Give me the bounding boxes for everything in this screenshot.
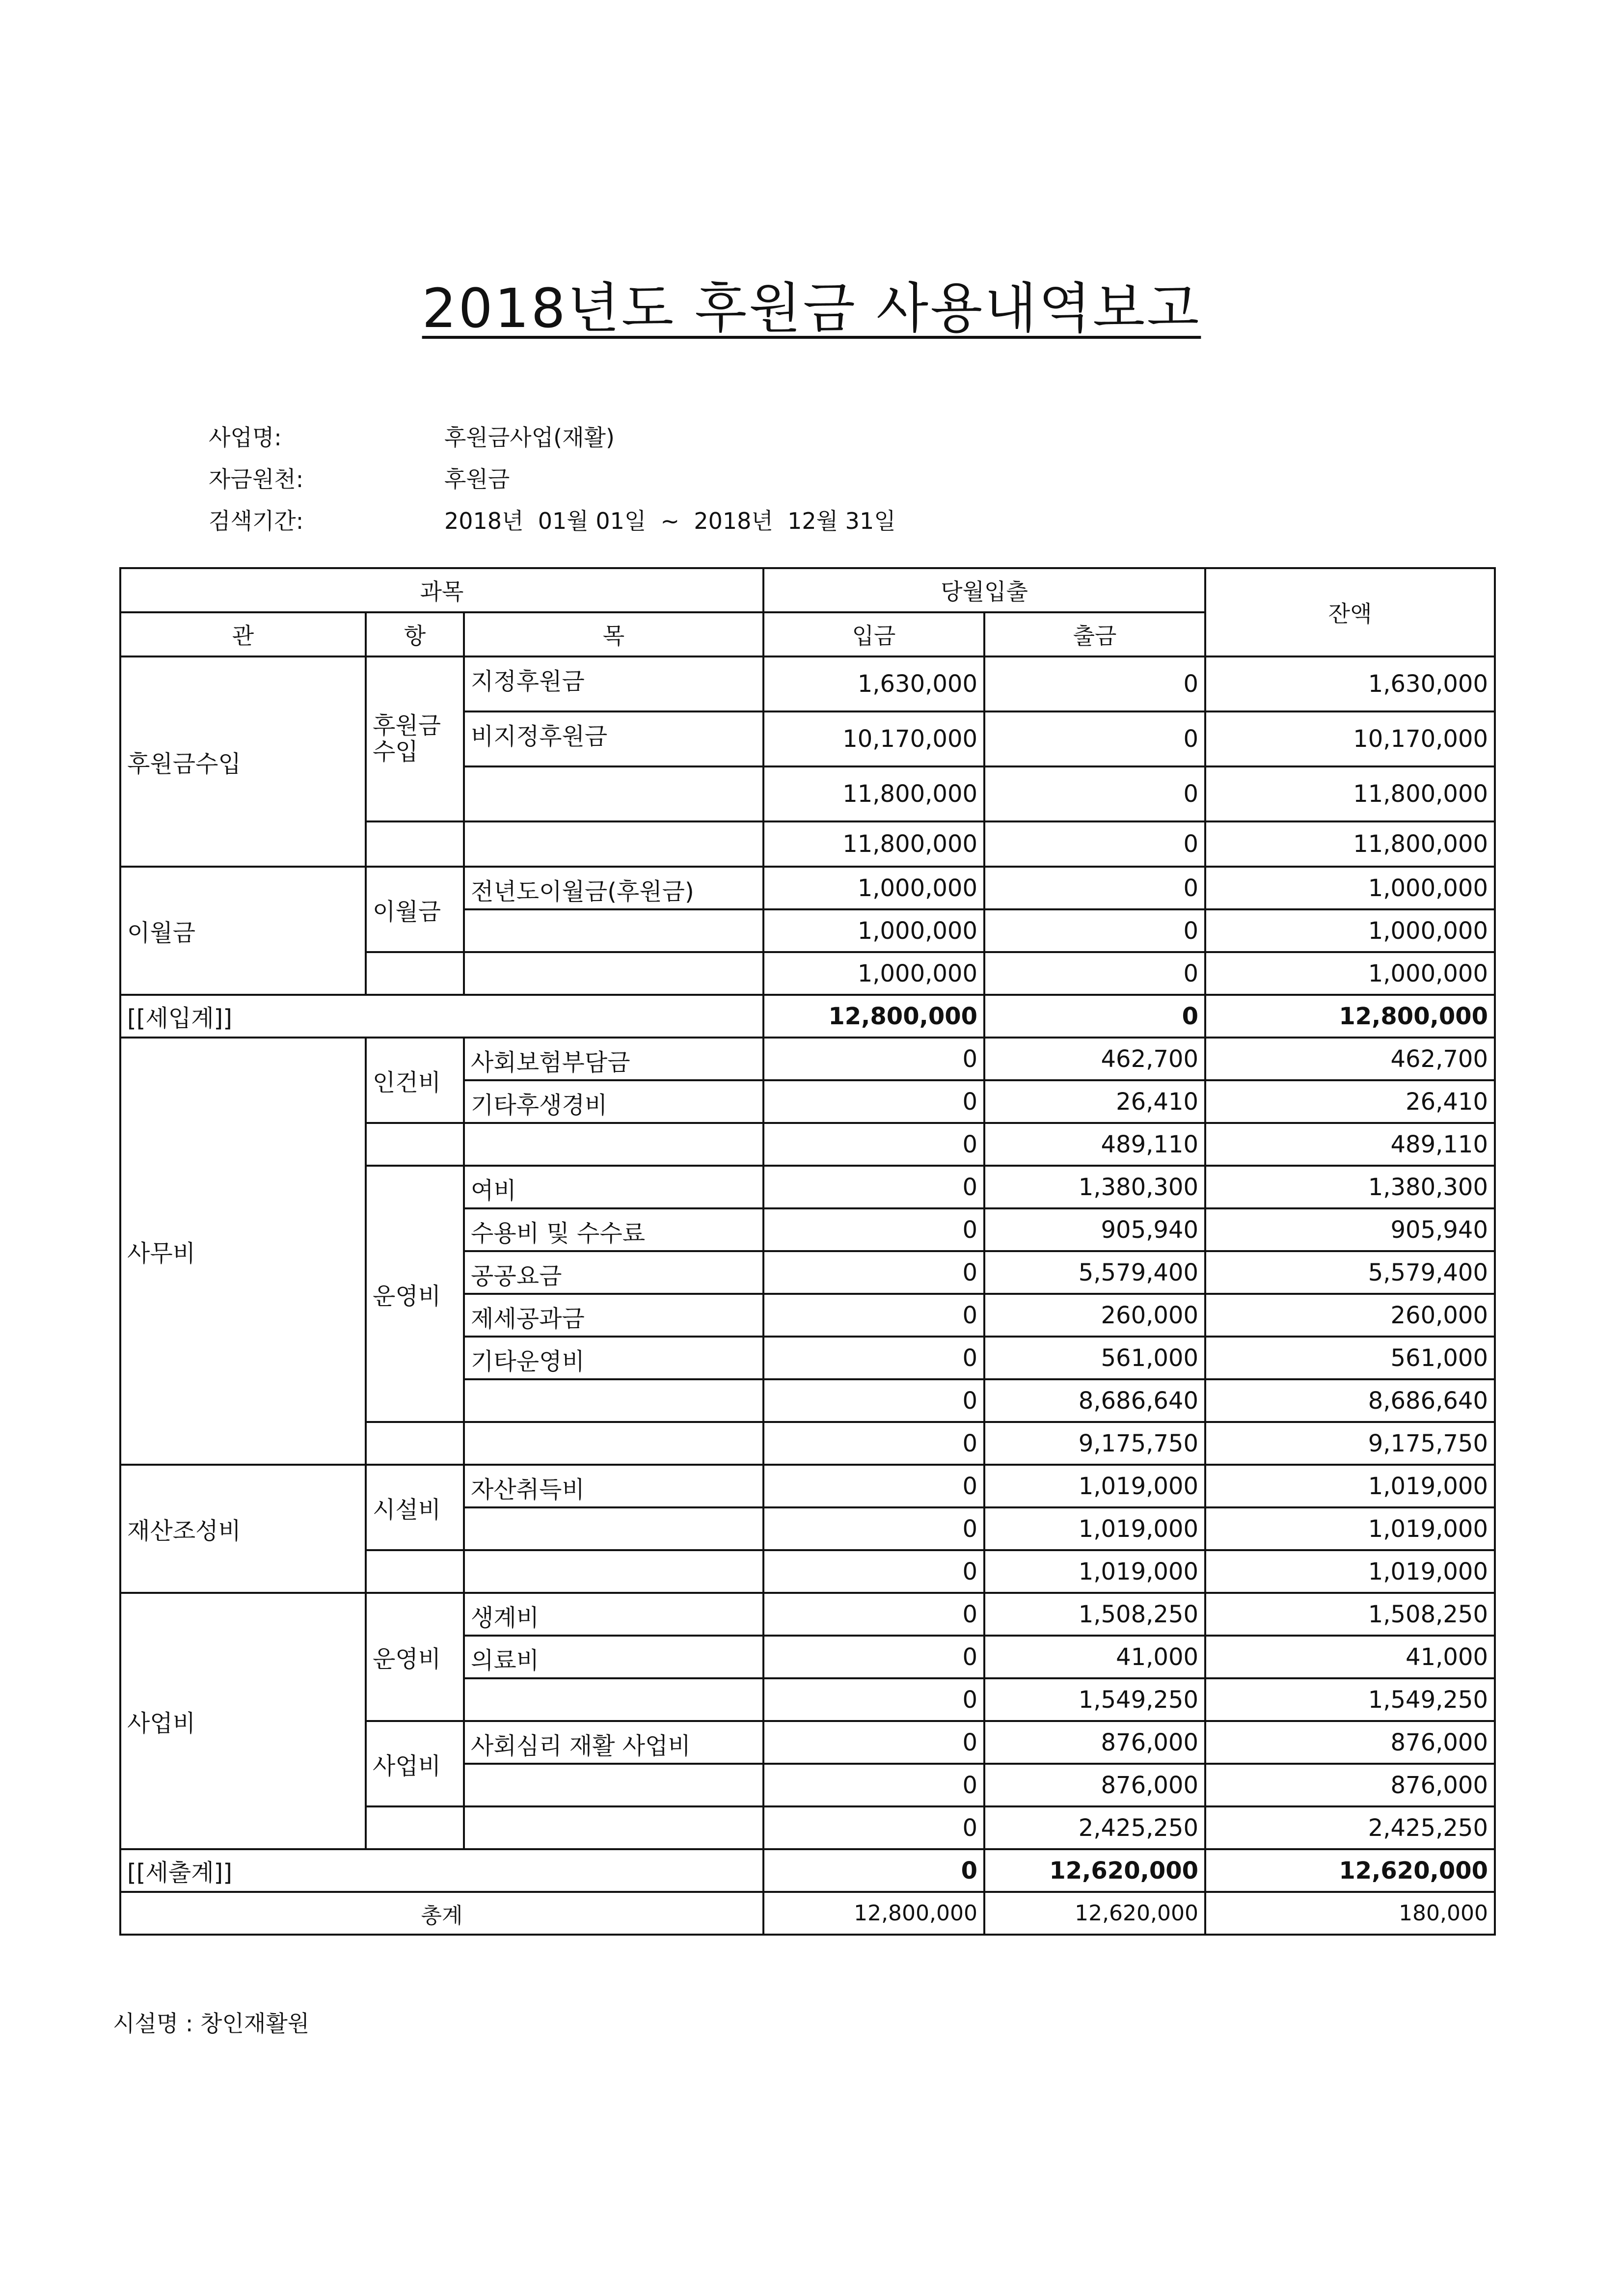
report-table-body <box>120 568 1495 1935</box>
income-total-expense: 0 <box>984 995 1205 1038</box>
donation-balance: 10,170,000 <box>1205 711 1495 766</box>
carry-income: 1,000,000 <box>763 867 984 909</box>
header-expense: 출금 <box>984 612 1205 656</box>
donation-subtotal-income: 11,800,000 <box>763 766 984 821</box>
mok-cell: 의료비 <box>464 1636 763 1678</box>
office-subtotal-balance: 9,175,750 <box>1205 1422 1495 1465</box>
header-row-1 <box>120 568 1495 612</box>
operating-income: 0 <box>763 1208 984 1251</box>
personnel-subtotal-expense: 489,110 <box>984 1123 1205 1166</box>
grand-total-balance: 180,000 <box>1205 1892 1495 1935</box>
mok-cell: 자산취득비 <box>464 1465 763 1507</box>
donation-total-income: 11,800,000 <box>763 821 984 867</box>
biz-income: 0 <box>763 1721 984 1764</box>
income-total-label: [[세입계]] <box>120 995 763 1038</box>
mok-cell: 공공요금 <box>464 1251 763 1294</box>
info-value: 2018년 01월 01일 ~ 2018년 12월 31일 <box>444 508 896 534</box>
property-balance: 1,019,000 <box>1205 1465 1495 1507</box>
operating-expense: 8,686,640 <box>984 1379 1205 1422</box>
report-title-wrap <box>0 265 1623 343</box>
property-expense: 1,019,000 <box>984 1465 1205 1507</box>
hang-empty <box>366 1550 464 1593</box>
operating-balance: 5,579,400 <box>1205 1251 1495 1294</box>
property-expense: 1,019,000 <box>984 1507 1205 1550</box>
donation-expense: 0 <box>984 711 1205 766</box>
biz-op-expense: 1,508,250 <box>984 1593 1205 1636</box>
carry-expense: 0 <box>984 867 1205 909</box>
carry-total-expense: 0 <box>984 952 1205 995</box>
mok-cell <box>464 1123 763 1166</box>
donation-income: 1,630,000 <box>763 656 984 711</box>
header-mok: 목 <box>464 612 763 656</box>
gwan-carry: 이월금 <box>120 867 366 995</box>
header-income: 입금 <box>763 612 984 656</box>
biz-subtotal-income: 0 <box>763 1764 984 1806</box>
biz-expense: 876,000 <box>984 1721 1205 1764</box>
info-key: 검색기간: <box>209 508 304 534</box>
hang-empty <box>366 1123 464 1166</box>
property-income: 0 <box>763 1465 984 1507</box>
operating-balance: 905,940 <box>1205 1208 1495 1251</box>
hang-donation: 후원금 수입 <box>366 656 464 821</box>
carry-total-balance: 1,000,000 <box>1205 952 1495 995</box>
header-balance: 잔액 <box>1205 568 1495 656</box>
carry-row <box>120 867 1495 909</box>
operating-expense: 1,380,300 <box>984 1166 1205 1208</box>
personnel-balance: 26,410 <box>1205 1080 1495 1123</box>
mok-cell: 수용비 및 수수료 <box>464 1208 763 1251</box>
biz-op-subtotal-expense: 1,549,250 <box>984 1678 1205 1721</box>
report-table <box>119 567 1496 1936</box>
operating-balance: 1,380,300 <box>1205 1166 1495 1208</box>
business-subtotal-income: 0 <box>763 1806 984 1849</box>
operating-balance: 561,000 <box>1205 1337 1495 1379</box>
mok-cell: 사회보험부담금 <box>464 1038 763 1080</box>
mok-cell <box>464 821 763 867</box>
income-total-income: 12,800,000 <box>763 995 984 1038</box>
hang-carry: 이월금 <box>366 867 464 952</box>
operating-income: 0 <box>763 1166 984 1208</box>
mok-cell: 지정후원금 <box>464 656 763 711</box>
operating-balance: 260,000 <box>1205 1294 1495 1337</box>
office-row <box>120 1038 1495 1080</box>
biz-op-subtotal-income: 0 <box>763 1678 984 1721</box>
mok-cell: 비지정후원금 <box>464 711 763 766</box>
business-row <box>120 1593 1495 1636</box>
office-subtotal-income: 0 <box>763 1422 984 1465</box>
biz-op-income: 0 <box>763 1593 984 1636</box>
hang-biz: 사업비 <box>366 1721 464 1806</box>
personnel-expense: 26,410 <box>984 1080 1205 1123</box>
mok-cell <box>464 952 763 995</box>
mok-cell <box>464 1379 763 1422</box>
property-subtotal-expense: 1,019,000 <box>984 1550 1205 1593</box>
operating-expense: 561,000 <box>984 1337 1205 1379</box>
expense-total-label: [[세출계]] <box>120 1849 763 1892</box>
operating-income: 0 <box>763 1294 984 1337</box>
carry-total-income: 1,000,000 <box>763 952 984 995</box>
donation-income: 10,170,000 <box>763 711 984 766</box>
property-subtotal-income: 0 <box>763 1550 984 1593</box>
personnel-balance: 462,700 <box>1205 1038 1495 1080</box>
hang-operating: 운영비 <box>366 1166 464 1422</box>
mok-cell <box>464 766 763 821</box>
mok-cell <box>464 909 763 952</box>
info-key: 자금원천: <box>209 466 304 492</box>
header-hang: 항 <box>366 612 464 656</box>
mok-cell: 사회심리 재활 사업비 <box>464 1721 763 1764</box>
hang-empty <box>366 1422 464 1465</box>
hang-biz-operating: 운영비 <box>366 1593 464 1721</box>
mok-empty <box>464 1806 763 1849</box>
gwan-business: 사업비 <box>120 1593 366 1849</box>
income-total-row <box>120 995 1495 1038</box>
hang-empty <box>366 952 464 995</box>
info-row-business <box>209 420 896 462</box>
donation-row <box>120 656 1495 711</box>
property-income: 0 <box>763 1507 984 1550</box>
expense-total-row <box>120 1849 1495 1892</box>
mok-cell <box>464 1764 763 1806</box>
hang-empty <box>366 1806 464 1849</box>
info-row-source <box>209 462 896 503</box>
property-row <box>120 1465 1495 1507</box>
gwan-donation: 후원금수입 <box>120 656 366 867</box>
mok-cell: 기타운영비 <box>464 1337 763 1379</box>
biz-op-balance: 1,508,250 <box>1205 1593 1495 1636</box>
hang-personnel: 인건비 <box>366 1038 464 1123</box>
carry-subtotal-expense: 0 <box>984 909 1205 952</box>
carry-balance: 1,000,000 <box>1205 867 1495 909</box>
carry-subtotal-balance: 1,000,000 <box>1205 909 1495 952</box>
donation-balance: 1,630,000 <box>1205 656 1495 711</box>
donation-subtotal-expense: 0 <box>984 766 1205 821</box>
grand-total-income: 12,800,000 <box>763 1892 984 1935</box>
biz-balance: 876,000 <box>1205 1721 1495 1764</box>
personnel-expense: 462,700 <box>984 1038 1205 1080</box>
mok-cell <box>464 1507 763 1550</box>
facility-name: 시설명 : 창인재활원 <box>113 2010 310 2037</box>
hang-empty <box>366 821 464 867</box>
biz-op-income: 0 <box>763 1636 984 1678</box>
report-title: 2018년도 후원금 사용내역보고 <box>422 277 1201 340</box>
donation-total-balance: 11,800,000 <box>1205 821 1495 867</box>
expense-total-expense: 12,620,000 <box>984 1849 1205 1892</box>
operating-expense: 905,940 <box>984 1208 1205 1251</box>
income-total-balance: 12,800,000 <box>1205 995 1495 1038</box>
biz-subtotal-balance: 876,000 <box>1205 1764 1495 1806</box>
operating-expense: 260,000 <box>984 1294 1205 1337</box>
property-balance: 1,019,000 <box>1205 1507 1495 1550</box>
biz-op-balance: 41,000 <box>1205 1636 1495 1678</box>
operating-income: 0 <box>763 1251 984 1294</box>
info-row-period <box>209 503 896 545</box>
biz-op-expense: 41,000 <box>984 1636 1205 1678</box>
grand-total-label: 총계 <box>120 1892 763 1935</box>
header-monthly: 당월입출 <box>763 568 1205 612</box>
mok-cell <box>464 1678 763 1721</box>
personnel-subtotal-balance: 489,110 <box>1205 1123 1495 1166</box>
mok-empty <box>464 1422 763 1465</box>
gwan-office: 사무비 <box>120 1038 366 1465</box>
operating-income: 0 <box>763 1337 984 1379</box>
grand-total-expense: 12,620,000 <box>984 1892 1205 1935</box>
expense-total-balance: 12,620,000 <box>1205 1849 1495 1892</box>
personnel-income: 0 <box>763 1080 984 1123</box>
personnel-income: 0 <box>763 1038 984 1080</box>
property-subtotal-balance: 1,019,000 <box>1205 1550 1495 1593</box>
personnel-subtotal-income: 0 <box>763 1123 984 1166</box>
expense-total-income: 0 <box>763 1849 984 1892</box>
report-info <box>209 420 896 545</box>
operating-balance: 8,686,640 <box>1205 1379 1495 1422</box>
biz-subtotal-expense: 876,000 <box>984 1764 1205 1806</box>
grand-total-row <box>120 1892 1495 1935</box>
header-subject: 과목 <box>120 568 763 612</box>
mok-cell: 제세공과금 <box>464 1294 763 1337</box>
donation-subtotal-balance: 11,800,000 <box>1205 766 1495 821</box>
info-key: 사업명: <box>209 424 282 451</box>
business-subtotal-expense: 2,425,250 <box>984 1806 1205 1849</box>
mok-empty <box>464 1550 763 1593</box>
mok-cell: 기타후생경비 <box>464 1080 763 1123</box>
operating-income: 0 <box>763 1379 984 1422</box>
operating-expense: 5,579,400 <box>984 1251 1205 1294</box>
gwan-property: 재산조성비 <box>120 1465 366 1593</box>
info-value: 후원금사업(재활) <box>444 424 615 451</box>
mok-cell: 여비 <box>464 1166 763 1208</box>
office-subtotal-expense: 9,175,750 <box>984 1422 1205 1465</box>
donation-total-expense: 0 <box>984 821 1205 867</box>
header-gwan: 관 <box>120 612 366 656</box>
mok-cell: 생계비 <box>464 1593 763 1636</box>
biz-op-subtotal-balance: 1,549,250 <box>1205 1678 1495 1721</box>
carry-subtotal-income: 1,000,000 <box>763 909 984 952</box>
donation-expense: 0 <box>984 656 1205 711</box>
business-subtotal-balance: 2,425,250 <box>1205 1806 1495 1849</box>
info-value: 후원금 <box>444 466 510 492</box>
hang-facility: 시설비 <box>366 1465 464 1550</box>
mok-cell: 전년도이월금(후원금) <box>464 867 763 909</box>
